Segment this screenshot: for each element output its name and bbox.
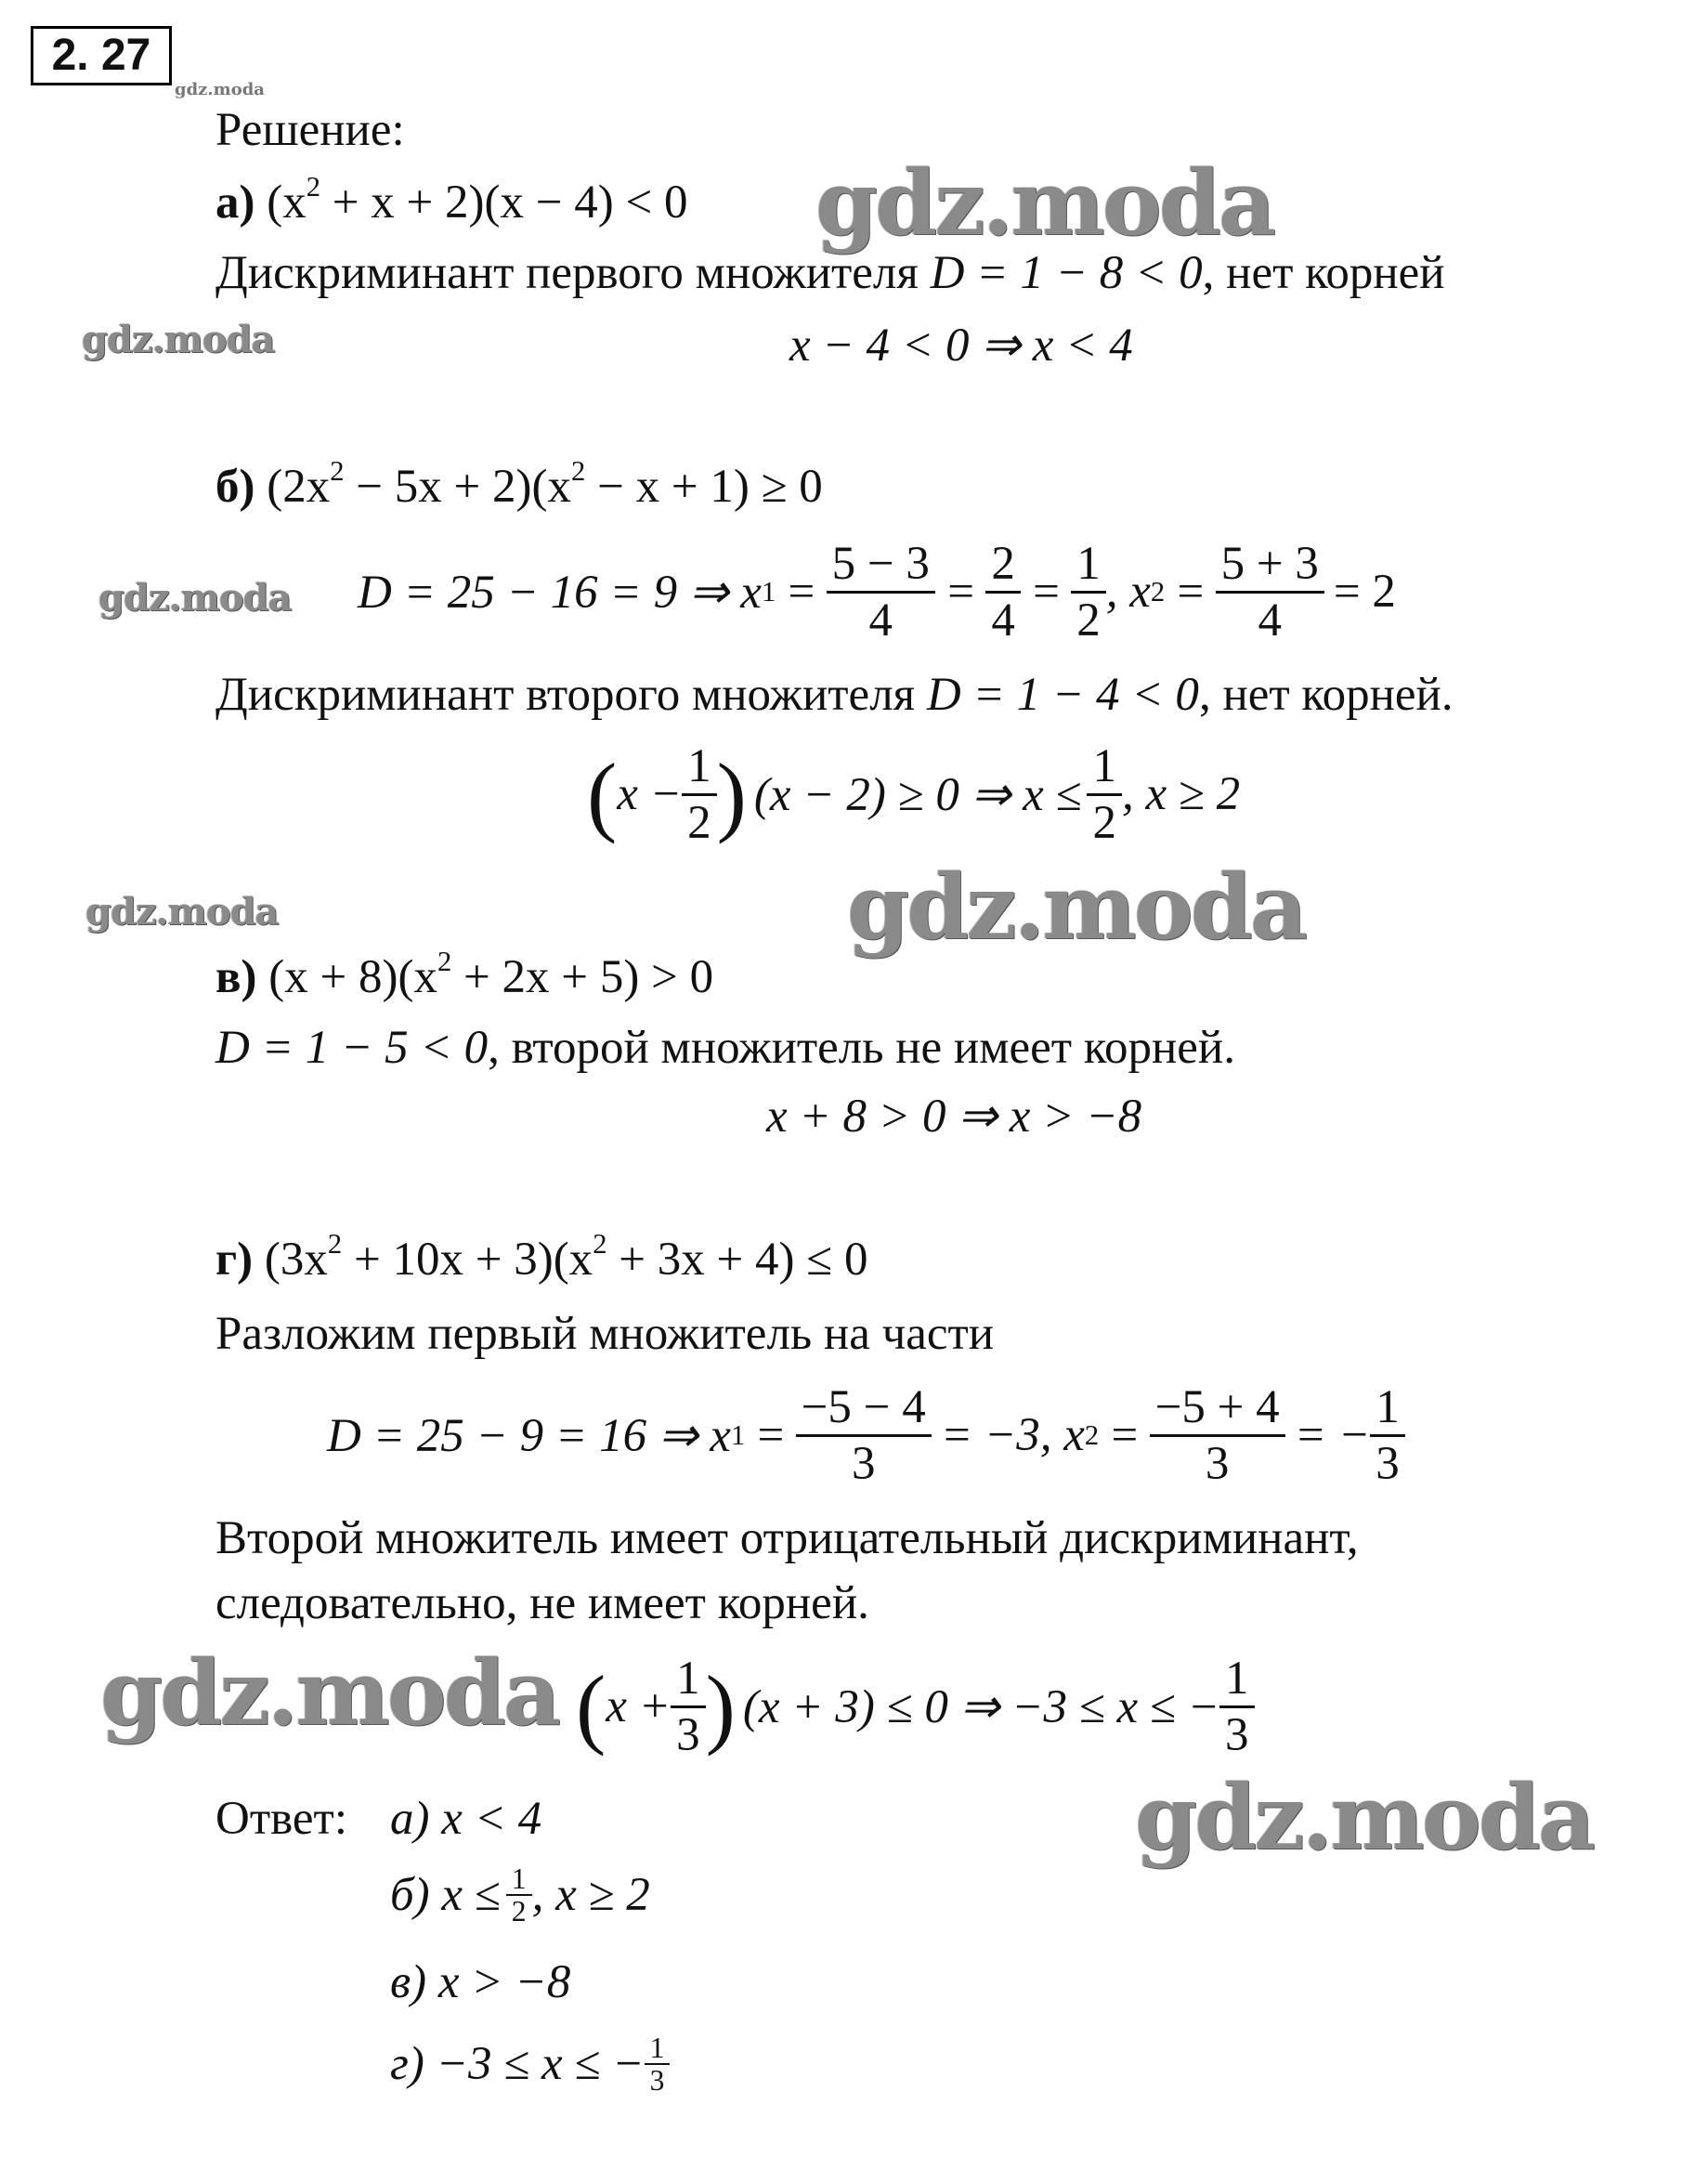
- part-g-label: г): [215, 1234, 254, 1286]
- part-a-problem: а) $(x^2 + x + 2)(x - 4) < 0$: [215, 171, 688, 229]
- part-b-x2-fraction: $\frac{5 + 3}{4}$: [1216, 537, 1324, 647]
- answer-a: а) x < 4: [390, 1793, 542, 1845]
- answer-g-pre: г) −3 ≤ x ≤ −: [390, 2038, 645, 2090]
- part-g-x2-fraction: $\frac{-5 + 4}{3}$: [1150, 1380, 1285, 1491]
- part-g-factor-text: Разложим первый множитель на части: [215, 1308, 995, 1360]
- part-v-expr-pre: (x + 8)(x: [268, 951, 437, 1003]
- part-v-expr-post: + 2x + 5) > 0: [451, 951, 714, 1003]
- part-g-problem: г) $(3x^2 + 10x + 3)(x^2 + 3x + 4) \le 0$: [215, 1228, 868, 1286]
- part-a-disc-text: Дискриминант первого множителя: [215, 247, 931, 299]
- part-g-x1-fraction: $\frac{-5 - 4}{3}$: [796, 1380, 932, 1491]
- part-g-expr-p1: (3x: [264, 1234, 328, 1286]
- part-v-disc-tail: , второй множитель не имеет корней.: [488, 1022, 1235, 1074]
- part-b-disc-math: D = 1 − 4 < 0: [926, 669, 1199, 721]
- part-a-discriminant: [215, 245, 1445, 301]
- part-b-x1-fraction: $\frac{5 - 3}{4}$: [827, 537, 935, 647]
- part-b-discriminant: [215, 667, 1454, 723]
- part-g-x2-value: = −: [1294, 1409, 1371, 1461]
- part-b-expr-p2: − 5x + 2)(x: [344, 461, 572, 513]
- part-g-roots: D = 25 − 9 = 16 ⇒ x 1 = $\frac{-5 - 4}{3}$ = −3, x 2 = $\frac{-5 + 4}{3}$ = − $\frac{1}{3}$: [327, 1375, 1405, 1496]
- part-g-x1-value: = −3, x: [940, 1409, 1085, 1461]
- part-g-ineq-third-1: $\frac{1}{3}$: [671, 1652, 706, 1762]
- answer-b-post: , x ≥ 2: [531, 1869, 650, 1921]
- part-b-half-fraction: $\frac{1}{2}$: [1071, 537, 1106, 647]
- part-b-disc-text: Дискриминант второго множителя: [215, 669, 927, 721]
- part-g-ineq-third-2: $\frac{1}{3}$: [1219, 1652, 1255, 1762]
- answer-v: в) x > −8: [390, 1956, 571, 2008]
- part-b-inequality: ( x − $\frac{1}{2}$ ) (x − 2) ≥ 0 ⇒ x ≤ $\frac{1}{2}$ , x ≥ 2: [587, 739, 1241, 849]
- problem-number-badge: 2. 27: [31, 26, 172, 85]
- part-g-inequality: ( x + $\frac{1}{3}$ ) (x + 3) ≤ 0 ⇒ −3 ≤ x ≤ − $\frac{1}{3}$: [576, 1646, 1255, 1767]
- answer-b-fraction: $\frac{1}{2}$: [506, 1863, 532, 1927]
- part-b-ineq-tail: (x − 2) ≥ 0 ⇒ x ≤: [753, 768, 1082, 821]
- watermark-small-1: gdz.moda: [82, 318, 275, 361]
- watermark-tiny: gdz.moda: [175, 80, 265, 99]
- part-b-expr-p3: − x + 1) ≥ 0: [585, 461, 823, 513]
- part-a-expr-pre: (x: [267, 176, 306, 229]
- solution-label: Решение:: [215, 104, 405, 156]
- part-b-ineq-fraction: $\frac{1}{2}$: [1081, 739, 1122, 850]
- part-g-expr-p3: + 3x + 4) ≤ 0: [606, 1234, 868, 1286]
- part-v-result: x + 8 > 0 ⇒ x > −8: [766, 1091, 1142, 1143]
- watermark-large-2: gdz.moda: [847, 855, 1306, 960]
- part-v-discriminant: [215, 1020, 1235, 1076]
- part-b-calc-lead: D = 25 − 16 = 9 ⇒ x: [358, 566, 762, 619]
- part-b-disc-tail: , нет корней.: [1198, 669, 1454, 721]
- part-b-expr-p1: (2x: [267, 461, 331, 513]
- answer-g: [390, 2027, 670, 2101]
- part-v-problem: в) $(x + 8)(x^2 + 2x + 5) > 0$: [215, 946, 714, 1003]
- part-g-third-fraction: $\frac{1}{3}$: [1370, 1380, 1405, 1491]
- part-a-result: x − 4 < 0 ⇒ x < 4: [789, 320, 1133, 372]
- watermark-small-2: gdz.moda: [98, 576, 292, 620]
- part-g-expr-p2: + 10x + 3)(x: [342, 1234, 593, 1286]
- part-a-disc-math: D = 1 − 8 < 0: [930, 247, 1203, 299]
- part-g-second-factor-line2: следовательно, не имеет корней.: [215, 1577, 869, 1629]
- part-b-problem: б) $(2x^2 - 5x + 2)(x^2 - x + 1) \ge 0$: [215, 455, 823, 513]
- part-g-second-factor-line1: Второй множитель имеет отрицательный дискриминант,: [215, 1512, 1359, 1564]
- answer-b: [390, 1858, 650, 1932]
- part-a-disc-tail: , нет корней: [1202, 247, 1445, 299]
- part-a-expr-post: + x + 2)(x − 4) < 0: [320, 176, 688, 229]
- part-v-disc-math: D = 1 − 5 < 0: [215, 1022, 489, 1074]
- part-b-mid-fraction: $\frac{2}{4}$: [985, 537, 1021, 647]
- part-b-x2-value: = 2: [1333, 566, 1396, 618]
- part-a-label: а): [215, 176, 255, 229]
- part-g-calc-lead: D = 25 − 9 = 16 ⇒ x: [327, 1409, 731, 1462]
- watermark-small-3: gdz.moda: [85, 890, 279, 934]
- part-b-roots: D = 25 − 16 = 9 ⇒ x 1 = $\frac{5 - 3}{4}$ = $\frac{2}{4}$ = $\frac{1}{2}$ , x 2 = $\frac{5 + 3}{4}$ = 2: [358, 537, 1396, 647]
- watermark-large-1: gdz.moda: [815, 150, 1274, 255]
- part-g-ineq-mid: (x + 3) ≤ 0 ⇒ −3 ≤ x ≤ −: [742, 1680, 1220, 1733]
- watermark-large-4: gdz.moda: [1135, 1765, 1594, 1870]
- answer-g-fraction: $\frac{1}{3}$: [645, 2032, 671, 2096]
- answer-b-pre: б) x ≤: [390, 1869, 501, 1921]
- part-v-label: в): [215, 951, 257, 1003]
- part-b-ineq-half: $\frac{1}{2}$: [682, 739, 717, 850]
- part-b-label: б): [215, 461, 255, 513]
- part-b-ineq-end: , x ≥ 2: [1121, 768, 1241, 820]
- watermark-large-3: gdz.moda: [100, 1640, 559, 1745]
- answer-label: Ответ:: [215, 1793, 347, 1845]
